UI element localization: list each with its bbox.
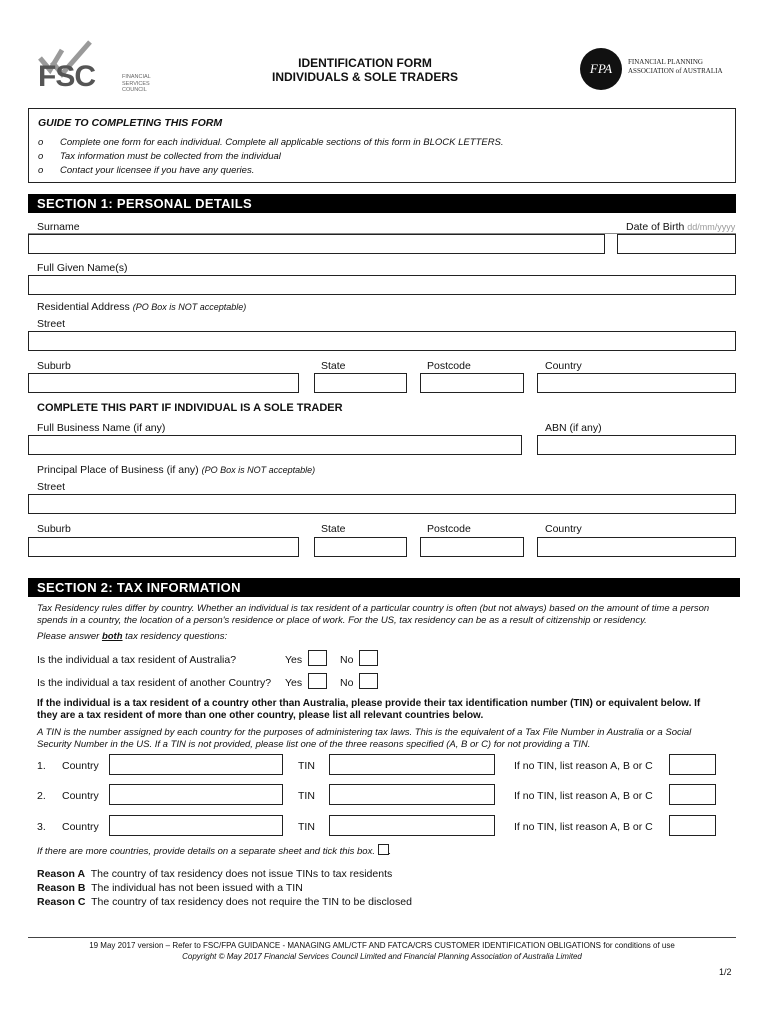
answer-instruction: [37, 631, 737, 643]
guide-title: GUIDE TO COMPLETING THIS FORM: [38, 117, 223, 129]
street-label: Street: [37, 481, 66, 493]
row-country-field[interactable]: [109, 784, 283, 805]
tax-intro: [37, 603, 737, 627]
row-number: 2.: [37, 790, 46, 802]
dob-label: [626, 221, 735, 233]
no-label: No: [340, 677, 354, 689]
row-reason-field[interactable]: [669, 815, 716, 836]
row-reason-label: If no TIN, list reason A, B or C: [514, 760, 653, 772]
res-address-note: (PO Box is NOT acceptable): [132, 302, 247, 312]
guide-item-text: Tax information must be collected from the individual: [60, 151, 281, 162]
yes-label: Yes: [285, 677, 303, 689]
suburb-label: Suburb: [37, 360, 71, 372]
tin-heading: [37, 698, 742, 722]
form-title-line2: INDIVIDUALS & SOLE TRADERS: [271, 70, 458, 84]
tin-heading-line1: If the individual is a tax resident of a country other than Australia, please provide their tax identification number (TIN) or equivalent below. If: [37, 698, 701, 709]
reason-code: Reason B: [37, 882, 86, 894]
answer-pre: Please answer: [37, 631, 102, 642]
yes-label: Yes: [285, 654, 303, 666]
res-address-label: [37, 301, 246, 313]
reason-item: [37, 896, 412, 908]
given-names-label: Full Given Name(s): [37, 262, 128, 274]
fsc-logo-sub-2: SERVICES: [122, 80, 150, 87]
q2-no-checkbox[interactable]: [359, 673, 378, 689]
abn-field[interactable]: [537, 435, 736, 455]
form-title-line1: IDENTIFICATION FORM: [298, 56, 432, 70]
principal-place-text: Principal Place of Business (if any): [37, 464, 199, 476]
res-address-text: Residential Address: [37, 301, 130, 313]
form-title: [230, 56, 500, 84]
q2-yes-checkbox[interactable]: [308, 673, 327, 689]
more-countries-end: .: [388, 846, 392, 857]
principal-place-note: (PO Box is NOT acceptable): [201, 465, 316, 475]
row-tin-field[interactable]: [329, 784, 495, 805]
more-countries-checkbox[interactable]: [378, 844, 389, 855]
guide-item: [38, 165, 254, 176]
answer-both: both: [101, 631, 123, 642]
given-names-field[interactable]: [28, 275, 736, 295]
tin-desc-line2: Security Number in the US. If a TIN is not provided, please list one of the three reasons specified (A, B or C) for not providing a TIN.: [37, 739, 591, 750]
more-countries: [37, 844, 737, 858]
state-label: State: [321, 523, 346, 535]
fpa-logo-text-1: FINANCIAL PLANNING: [628, 58, 703, 66]
tin-desc-line1: A TIN is the number assigned by each country for the purposes of administering tax laws. This is the equivalent of a Tax File Number in Australia or a Social: [37, 727, 692, 738]
business-postcode-field[interactable]: [420, 537, 524, 557]
suburb-label: Suburb: [37, 523, 71, 535]
section1-title: SECTION 1: PERSONAL DETAILS: [28, 194, 736, 213]
reason-text: The country of tax residency does not issue TINs to tax residents: [90, 868, 393, 880]
country-label: Country: [545, 360, 582, 372]
dob-field[interactable]: [617, 234, 736, 254]
footer-divider: [28, 937, 736, 938]
guide-box: [28, 108, 736, 183]
more-countries-text: If there are more countries, provide details on a separate sheet and tick this box.: [37, 846, 375, 857]
fsc-logo-sub-3: COUNCIL: [122, 87, 147, 93]
reason-code: Reason C: [37, 896, 86, 908]
tax-intro-line2: spends in a country, the location of a person's residence or place of work. For the US, tax residency can be as a result of citizenship or residency.: [37, 615, 647, 626]
row-reason-field[interactable]: [669, 784, 716, 805]
business-suburb-field[interactable]: [28, 537, 299, 557]
business-name-label: Full Business Name (if any): [37, 422, 166, 434]
postcode-field[interactable]: [420, 373, 524, 393]
row-country-field[interactable]: [109, 754, 283, 775]
country-field[interactable]: [537, 373, 736, 393]
state-field[interactable]: [314, 373, 407, 393]
no-label: No: [340, 654, 354, 666]
surname-field[interactable]: [28, 234, 605, 254]
q1-label: Is the individual a tax resident of Australia?: [37, 654, 237, 666]
street-field[interactable]: [28, 331, 736, 351]
abn-label: ABN (if any): [545, 422, 602, 434]
guide-item-text: Complete one form for each individual. Complete all applicable sections of this form in BLOCK LETTERS.: [60, 137, 504, 148]
row-number: 3.: [37, 821, 46, 833]
row-reason-label: If no TIN, list reason A, B or C: [514, 821, 653, 833]
row-tin-label: TIN: [298, 790, 315, 802]
principal-place-label: [37, 464, 315, 476]
dob-label-text: Date of Birth: [626, 221, 685, 233]
fsc-logo-sub-1: FINANCIAL: [122, 74, 151, 80]
street-label: Street: [37, 318, 66, 330]
bullet: o: [38, 137, 44, 148]
guide-item: [38, 151, 281, 162]
q1-yes-checkbox[interactable]: [308, 650, 327, 666]
row-tin-field[interactable]: [329, 815, 495, 836]
business-name-field[interactable]: [28, 435, 522, 455]
suburb-field[interactable]: [28, 373, 299, 393]
row-reason-field[interactable]: [669, 754, 716, 775]
tax-intro-line1: Tax Residency rules differ by country. Whether an individual is tax resident of a particular country is often (but not always) based on the amount of time a person: [37, 603, 710, 614]
row-tin-field[interactable]: [329, 754, 495, 775]
country-label: Country: [545, 523, 582, 535]
business-street-field[interactable]: [28, 494, 736, 514]
row-tin-label: TIN: [298, 760, 315, 772]
surname-label: Surname: [37, 221, 80, 233]
row-country-field[interactable]: [109, 815, 283, 836]
fpa-logo: [580, 48, 740, 92]
page-number: 1/2: [719, 967, 732, 977]
tin-heading-line2: they are a tax resident of more than one other country, please list all relevant countries below.: [37, 710, 484, 721]
reason-text: The country of tax residency does not require the TIN to be disclosed: [91, 896, 412, 908]
footer-line2: Copyright © May 2017 Financial Services Council Limited and Financial Planning Association of Australia Limited: [182, 952, 582, 961]
row-country-label: Country: [62, 821, 99, 833]
business-country-field[interactable]: [537, 537, 736, 557]
section2-title: SECTION 2: TAX INFORMATION: [28, 578, 740, 597]
row-tin-label: TIN: [298, 821, 315, 833]
reason-code: Reason A: [37, 868, 86, 880]
row-country-label: Country: [62, 790, 99, 802]
footer: [28, 940, 736, 962]
business-state-field[interactable]: [314, 537, 407, 557]
tin-desc: [37, 727, 737, 751]
postcode-label: Postcode: [427, 360, 471, 372]
q1-no-checkbox[interactable]: [359, 650, 378, 666]
reason-item: [37, 868, 392, 880]
fsc-logo-text: FSC: [38, 60, 95, 93]
row-number: 1.: [37, 760, 46, 772]
reason-item: [37, 882, 303, 894]
guide-item: [38, 137, 504, 148]
row-reason-label: If no TIN, list reason A, B or C: [514, 790, 653, 802]
postcode-label: Postcode: [427, 523, 471, 535]
bullet: o: [38, 165, 44, 176]
row-country-label: Country: [62, 760, 99, 772]
bullet: o: [38, 151, 44, 162]
reason-text: The individual has not been issued with a TIN: [91, 882, 303, 894]
fpa-logo-text-2: ASSOCIATION of AUSTRALIA: [628, 67, 723, 75]
sole-trader-heading: COMPLETE THIS PART IF INDIVIDUAL IS A SOLE TRADER: [37, 402, 343, 414]
guide-item-text: Contact your licensee if you have any queries.: [60, 165, 255, 176]
footer-line1: 19 May 2017 version – Refer to FSC/FPA GUIDANCE - MANAGING AML/CTF AND FATCA/CRS CUSTOMER IDENTIFICATION OBLIGATIONS for conditions of use: [89, 941, 675, 950]
fpa-logo-mark: FPA: [580, 48, 622, 90]
dob-hint: dd/mm/yyyy: [687, 222, 736, 232]
q2-label: Is the individual a tax resident of another Country?: [37, 677, 272, 689]
state-label: State: [321, 360, 346, 372]
fsc-logo: [30, 40, 160, 100]
answer-post: tax residency questions:: [122, 631, 228, 642]
